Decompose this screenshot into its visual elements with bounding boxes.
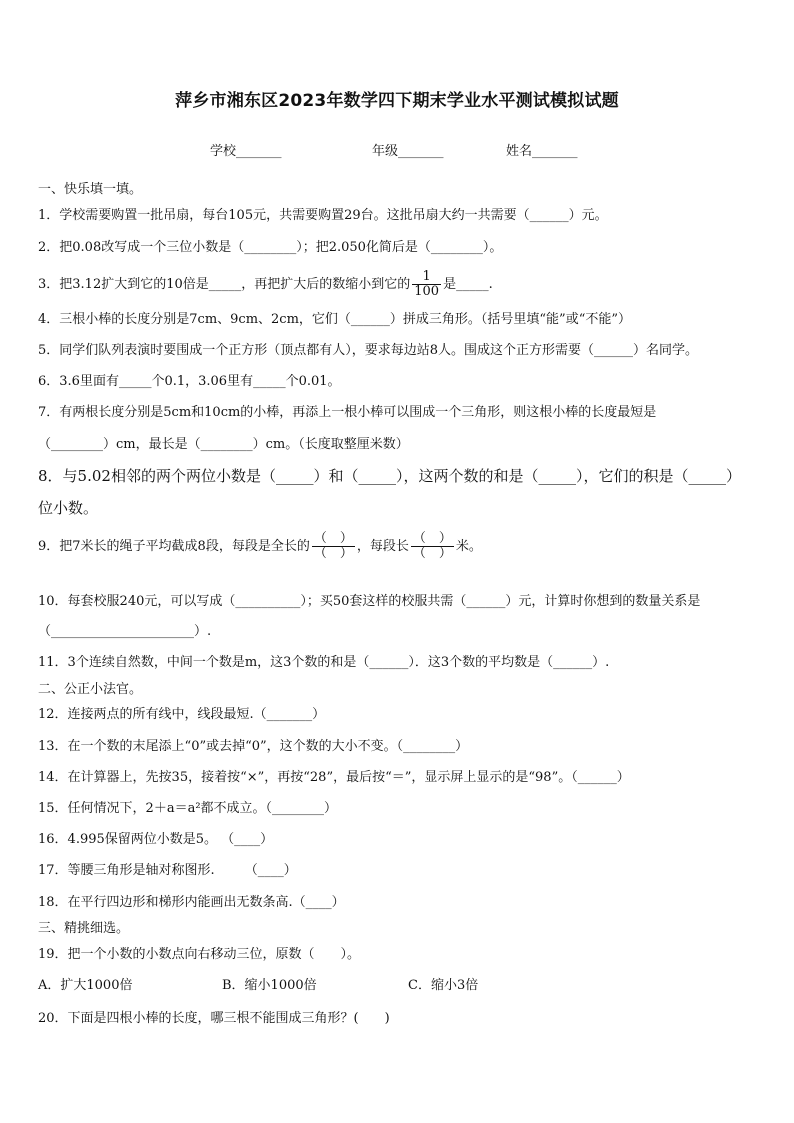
question-6: 6．3.6里面有_____个0.1，3.06里有_____个0.01。 (38, 374, 341, 389)
fraction-numerator: 1 (412, 270, 441, 285)
page-title: 萍乡市湘东区2023年数学四下期末学业水平测试模拟试题 (175, 91, 619, 111)
question-5: 5．同学们队列表演时要围成一个正方形（顶点都有人），要求每边站8人。围成这个正方形需要（______）名同学。 (38, 343, 699, 358)
name-field: 姓名_______ (506, 144, 578, 159)
question-1: 1．学校需要购置一批吊扇，每台105元，共需要购置29台。这批吊扇大约一共需要（______）元。 (38, 208, 608, 223)
question-4: 4．三根小棒的长度分别是7cm、9cm、2cm，它们（______）拼成三角形。（括号里填“能”或“不能”） (38, 312, 631, 327)
question-18: 18．在平行四边形和梯形内能画出无数条高.（____） (38, 895, 345, 910)
question-14: 14．在计算器上，先按35，接着按“×”，再按“28”，最后按“＝”，显示屏上显示的是“98”。（______） (38, 770, 630, 785)
grade-field: 年级_______ (372, 144, 444, 159)
fraction-numerator: （ ） (313, 531, 353, 546)
question-16: 16．4.995保留两位小数是5。 （____） (38, 832, 274, 847)
question-3-text-a: 3．把3.12扩大到它的10倍是_____，再把扩大后的数缩小到它的 (38, 277, 411, 292)
question-3-fraction (412, 270, 441, 299)
question-17: 17．等腰三角形是轴对称图形. （____） (38, 863, 297, 878)
question-9-text-b: ，每段长 (356, 539, 409, 554)
question-10-line-1: 10．每套校服240元，可以写成（__________）；买50套这样的校服共需（______）元，计算时你想到的数量关系是 (38, 594, 701, 609)
question-9-fraction-2 (411, 532, 454, 561)
question-10-line-2: （______________________）. (38, 624, 212, 639)
question-8-line-2: 位小数。 (38, 499, 99, 517)
school-field: 学校_______ (210, 144, 282, 159)
question-2: 2．把0.08改写成一个三位小数是（________）；把2.050化简后是（________）。 (38, 240, 503, 255)
fraction-denominator: （ ） (313, 546, 353, 561)
question-12: 12．连接两点的所有线中，线段最短.（_______） (38, 707, 326, 722)
question-13: 13．在一个数的末尾添上“0”或去掉“0”，这个数的大小不变。（________） (38, 739, 469, 754)
fraction-numerator: （ ） (412, 531, 452, 546)
question-19-option-b: B．缩小1000倍 (222, 978, 317, 993)
question-9-text-c: 米。 (455, 539, 482, 554)
question-19: 19．把一个小数的小数点向右移动三位，原数（ ）。 (38, 947, 361, 962)
question-9 (38, 532, 482, 561)
section-heading-judge: 二、公正小法官。 (38, 682, 143, 697)
question-8-line-1: 8．与5.02相邻的两个两位小数是（_____）和（_____），这两个数的和是（_____），它们的积是（_____） (38, 467, 741, 485)
question-15: 15．任何情况下，2＋a＝a²都不成立。（________） (38, 801, 338, 816)
question-19-option-a: A．扩大1000倍 (38, 978, 133, 993)
question-19-option-c: C．缩小3倍 (408, 978, 479, 993)
section-heading-fill: 一、快乐填一填。 (38, 182, 143, 197)
question-3-text-b: 是_____. (443, 277, 493, 292)
question-11: 11．3个连续自然数，中间一个数是m，这3个数的和是（______）．这3个数的平均数是（______）. (38, 655, 610, 670)
fraction-denominator: （ ） (412, 546, 452, 561)
question-20: 20．下面是四根小棒的长度，哪三根不能围成三角形？( ) (38, 1011, 390, 1026)
question-9-text-a: 9．把7米长的绳子平均截成8段，每段是全长的 (38, 539, 310, 554)
question-9-fraction-1 (312, 532, 355, 561)
question-7-line-2: （________）cm，最长是（________）cm。（长度取整厘米数） (38, 437, 409, 452)
fraction-denominator: 100 (414, 284, 440, 299)
question-3 (38, 270, 493, 299)
question-7-line-1: 7．有两根长度分别是5cm和10cm的小棒，再添上一根小棒可以围成一个三角形，则这根小棒的长度最短是 (38, 405, 657, 420)
section-heading-choice: 三、精挑细选。 (38, 921, 130, 936)
